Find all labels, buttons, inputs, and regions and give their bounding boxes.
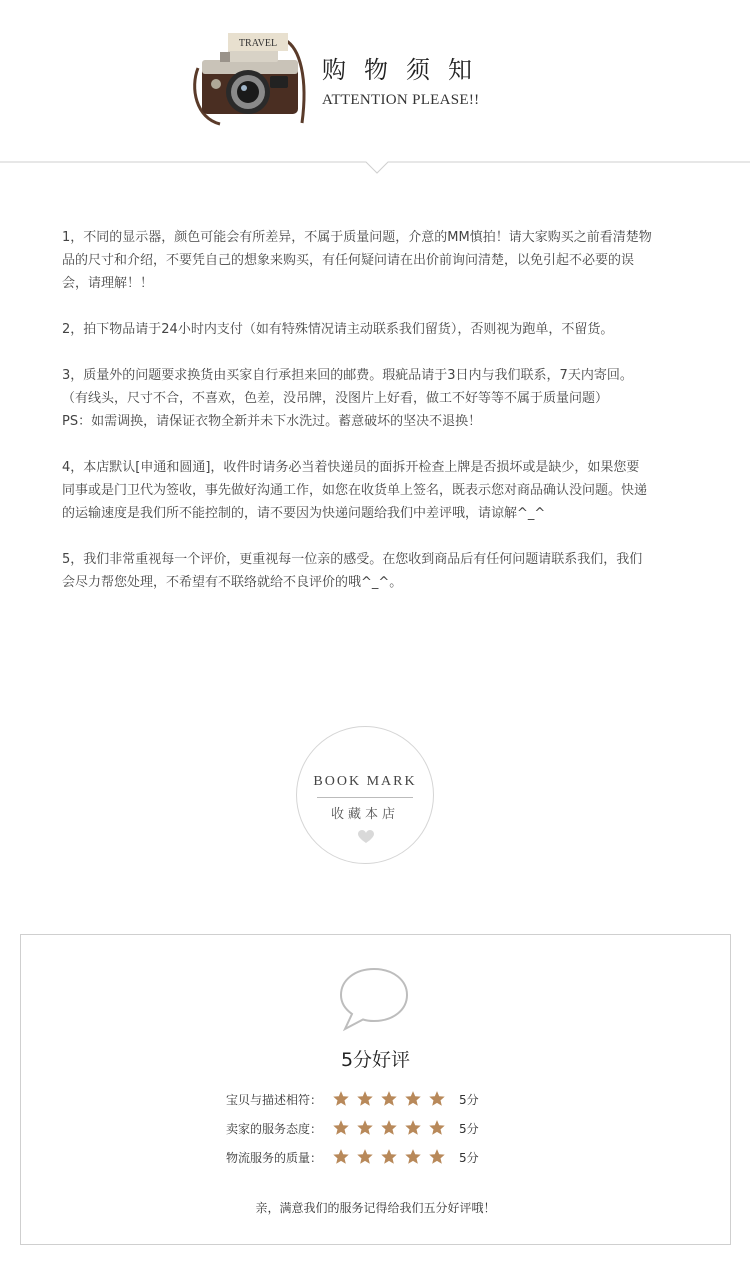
star-icon [404,1148,422,1166]
star-icon [380,1119,398,1137]
camera-label-text: TRAVEL [238,38,278,49]
star-icon [428,1090,446,1108]
header-divider [0,160,750,178]
star-icon [404,1090,422,1108]
notice-line: 同事或是门卫代为签收，事先做好沟通工作，如您在收货单上签名，既表示您对商品确认没问题。快递 [62,483,648,498]
review-title: 5分好评 [340,1049,411,1071]
star-icon [404,1119,422,1137]
header [0,0,750,175]
bookmark-button[interactable] [296,726,434,864]
rating-row-service [21,1117,730,1141]
rating-label: 卖家的服务态度： [225,1122,322,1136]
star-icon [356,1119,374,1137]
review-footer: 亲，满意我们的服务记得给我们五分好评哦！ [255,1201,496,1215]
notice-line: 会，请理解！！ [62,276,154,291]
notice-item-1 [62,226,702,295]
rating-row-logistics [21,1146,730,1170]
star-rating [332,1119,452,1139]
notice-line: （有线头，尺寸不合，不喜欢，色差，没吊牌，没图片上好看，做工不好等等不属于质量问题） [62,391,609,406]
bookmark-title-cn: 收藏本店 [330,807,399,822]
notice-line: 1，不同的显示器，颜色可能会有所差异，不属于质量问题，介意的MM慎拍！请大家购买之前看清楚物 [62,230,652,245]
notice-item-3 [62,364,702,433]
star-icon [332,1119,350,1137]
rating-score: 5分 [459,1093,479,1107]
notice-line: 5，我们非常重视每一个评价，更重视每一位亲的感受。在您收到商品后有任何问题请联系我们，我们 [62,552,643,567]
notice-item-5 [62,548,702,594]
notice-line: 的运输速度是我们所不能控制的，请不要因为快递问题给我们中差评哦，请谅解^_^ [62,506,546,521]
star-icon [332,1090,350,1108]
rating-row-description [21,1088,730,1112]
rating-label: 物流服务的质量： [225,1151,322,1165]
star-icon [380,1148,398,1166]
rating-score: 5分 [459,1151,479,1165]
notice-line: 会尽力帮您处理，不希望有不联络就给不良评价的哦^_^。 [62,575,403,590]
notice-line: 3，质量外的问题要求换货由买家自行承担来回的邮费。瑕疵品请于3日内与我们联系，7天内寄回。 [62,368,633,383]
notice-list [62,226,702,617]
star-icon [356,1090,374,1108]
notice-item-2 [62,318,702,341]
notice-line: 4，本店默认[申通和圆通]，收件时请务必当着快递员的面拆开检查上牌是否损坏或是缺少，如果您要 [62,460,640,475]
star-icon [380,1090,398,1108]
speech-bubble-icon [337,965,411,1033]
page-title: 购物须知 [322,56,490,84]
review-box [20,934,731,1245]
star-rating [332,1090,452,1110]
page-subtitle: ATTENTION PLEASE!! [322,92,480,108]
camera-label-tag [228,33,288,51]
rating-label: 宝贝与描述相符： [225,1093,322,1107]
star-rating [332,1148,452,1168]
star-icon [428,1148,446,1166]
notice-line: 2，拍下物品请于24小时内支付（如有特殊情况请主动联系我们留货），否则视为跑单，不留货。 [62,322,614,337]
heart-icon [358,830,374,844]
bookmark-title-en: BOOK MARK [313,774,417,789]
star-icon [356,1148,374,1166]
star-icon [428,1119,446,1137]
bookmark-divider [317,797,413,798]
notice-item-4 [62,456,702,525]
rating-score: 5分 [459,1122,479,1136]
star-icon [332,1148,350,1166]
notice-line: PS：如需调换，请保证衣物全新并未下水洗过。蓄意破坏的坚决不退换！ [62,414,482,429]
notice-line: 品的尺寸和介绍，不要凭自己的想象来购买，有任何疑问请在出价前询问清楚，以免引起不必要的误 [62,253,635,268]
